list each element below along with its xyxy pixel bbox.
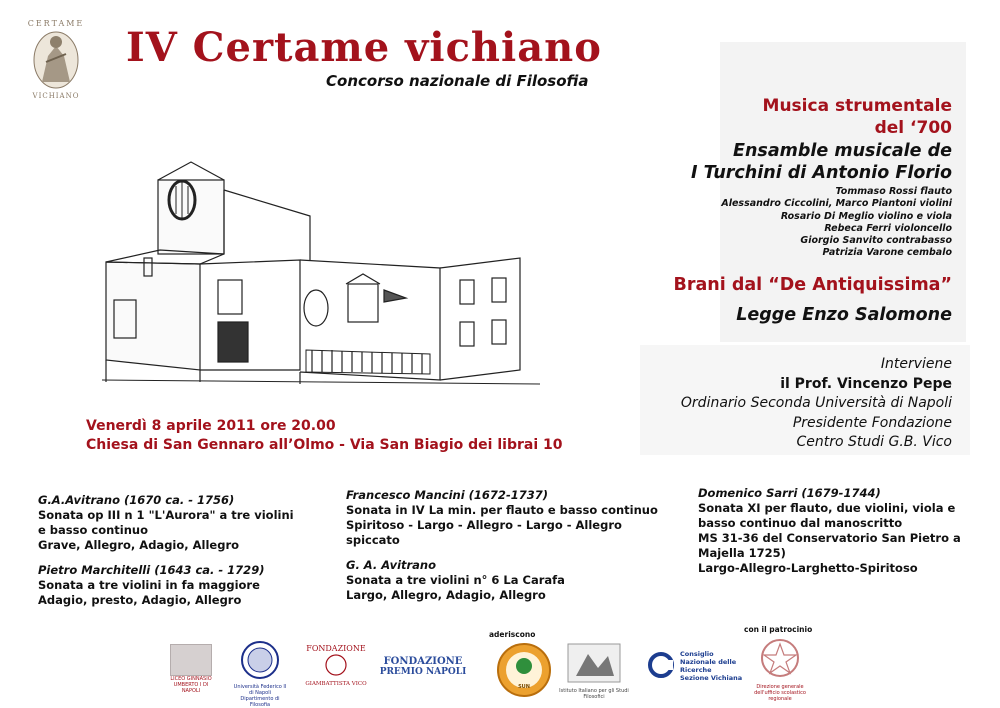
cnr-text (680, 650, 742, 682)
composer: G. A. Avitrano (346, 558, 437, 572)
piece-line: basso continuo dal manoscritto (698, 516, 903, 530)
program-column-3 (698, 486, 961, 576)
speaker-role: Ordinario Seconda Università di Napoli (680, 395, 952, 411)
logo-text-top: CERTAME (27, 19, 85, 28)
premio-line1: FONDAZIONE (383, 656, 463, 667)
piece-line: e basso continuo (38, 523, 149, 537)
cnr-line: Nazionale delle (680, 658, 737, 666)
speaker-intro: Interviene (880, 356, 952, 372)
logo-text-bottom: VICHIANO (32, 92, 80, 100)
cnr-line: Consiglio (680, 650, 714, 658)
sun-caption: SUN (518, 684, 530, 690)
istituto-caption: Istituto Italiano per gli Studi Filosofici (559, 688, 629, 700)
music-heading-line2: del ‘700 (874, 118, 952, 138)
ensemble-line1: Ensamble musicale de (732, 141, 952, 161)
piece-line: Sonata a tre violini in fa maggiore (38, 578, 260, 592)
program-column-1 (38, 493, 294, 608)
piece-line: Spiritoso - Largo - Allegro - Largo - Allegro (346, 518, 622, 532)
event-place: Chiesa di San Gennaro all’Olmo - Via San Biagio dei librai 10 (86, 437, 563, 453)
cnr-line: Sezione Vichiana (680, 674, 743, 682)
vico-portrait-icon (321, 653, 351, 677)
composer: G.A.Avitrano (1670 ca. - 1756) (38, 493, 235, 507)
speaker-block (681, 355, 952, 453)
liceo-caption: LICEO GINNASIO UMBERTO I DI NAPOLI (170, 676, 212, 694)
cnr-logo (648, 648, 743, 692)
piece-line: MS 31-36 del Conservatorio San Pietro a (698, 531, 961, 545)
piece-line: Largo-Allegro-Larghetto-Spiritoso (698, 561, 918, 575)
composer: Domenico Sarri (1679-1744) (698, 486, 881, 500)
istituto-emblem-icon (558, 640, 630, 684)
member-line: Patrizia Varone cembalo (822, 247, 952, 259)
member-line: Alessandro Ciccolini, Marco Piantoni violini (721, 198, 952, 210)
piece-line: Grave, Allegro, Adagio, Allegro (38, 538, 240, 552)
piece-line: Sonata op III n 1 "L'Aurora" a tre violini (38, 508, 294, 522)
event-date: Venerdì 8 aprile 2011 ore 20.00 (86, 418, 336, 434)
member-line: Giorgio Sanvito contrabasso (800, 235, 952, 247)
piece-line: Largo, Allegro, Adagio, Allegro (346, 588, 546, 602)
piece-line: Sonata in IV La min. per flauto e basso continuo (346, 503, 658, 517)
composer: Pietro Marchitelli (1643 ca. - 1729) (38, 563, 265, 577)
speaker-role: Centro Studi G.B. Vico (796, 434, 952, 450)
aderiscono-label: aderiscono (489, 630, 536, 639)
sun-logo (496, 640, 552, 700)
brani-heading: Brani dal “De Antiquissima” (673, 275, 952, 295)
fond-vico-line2: GIAMBATTISTA VICO (305, 681, 367, 687)
fondazione-vico-logo (304, 644, 368, 696)
premio-line2: PREMIO NAPOLI (379, 667, 467, 677)
page-title: IV Certame vichiano (126, 24, 602, 71)
cnr-emblem-icon (648, 652, 674, 678)
repubblica-logo (752, 636, 808, 702)
federico-caption: Università Federico II di Napoli Dipartimento di Filosofia (233, 684, 287, 708)
piece-line: Sonata a tre violini n° 6 La Carafa (346, 573, 565, 587)
piece-line: spiccato (346, 533, 400, 547)
star-emblem-icon (752, 636, 808, 680)
istituto-logo (558, 640, 630, 698)
reader-line: Legge Enzo Salomone (736, 305, 952, 325)
page-subtitle: Concorso nazionale di Filosofia (326, 72, 589, 90)
patrocinio-label: con il patrocinio (744, 625, 813, 634)
speaker-name: il Prof. Vincenzo Pepe (780, 375, 952, 392)
music-heading-line1: Musica strumentale (762, 96, 952, 116)
member-line: Rebeca Ferri violoncello (824, 222, 952, 234)
direzione-caption: Direzione generale dell'ufficio scolastico regionale (754, 684, 806, 702)
federico-logo (232, 640, 288, 708)
piece-line: Adagio, presto, Adagio, Allegro (38, 593, 242, 607)
premio-napoli-logo (378, 656, 468, 677)
ensemble-members (721, 186, 952, 260)
member-line: Rosario Di Meglio violino e viola (780, 210, 952, 222)
federico-seal-icon (232, 640, 288, 680)
ensemble-line2: I Turchini di Antonio Florio (691, 163, 952, 183)
church-illustration (100, 150, 540, 400)
speaker-role: Presidente Fondazione (792, 414, 952, 431)
piece-line: Sonata XI per flauto, due violini, viola e (698, 501, 956, 515)
certame-logo (18, 16, 94, 100)
composer: Francesco Mancini (1672-1737) (346, 488, 548, 502)
cnr-line: Ricerche (680, 666, 712, 674)
liceo-logo (166, 644, 216, 694)
member-line: Tommaso Rossi flauto (835, 186, 952, 197)
program-column-2 (346, 488, 658, 603)
piece-line: Majella 1725) (698, 546, 786, 560)
fond-vico-line1: FONDAZIONE (306, 644, 366, 653)
